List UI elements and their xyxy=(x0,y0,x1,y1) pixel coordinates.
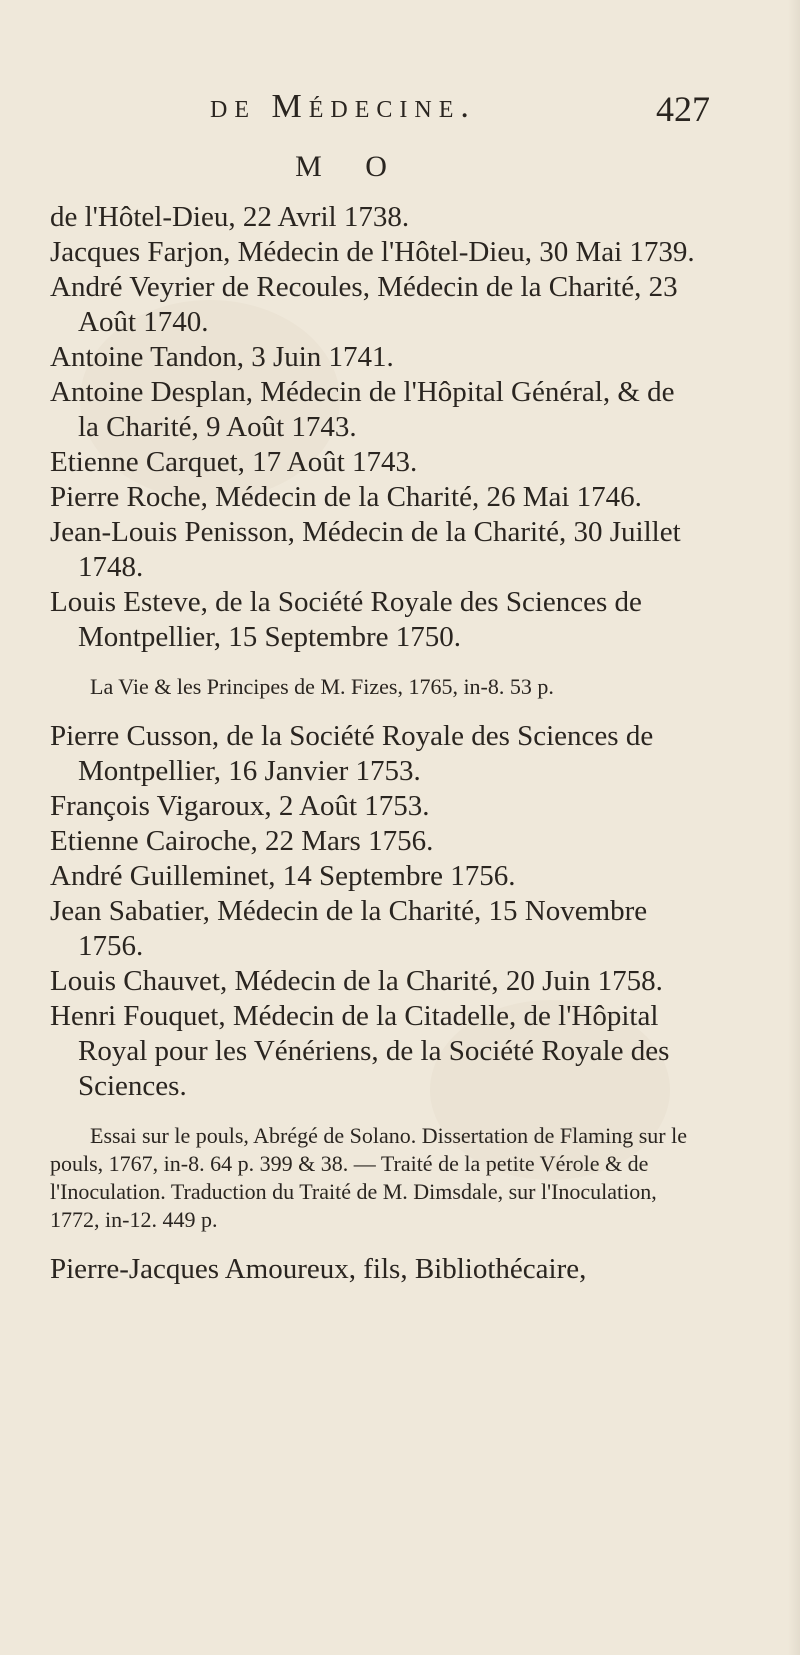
list-item: Etienne Carquet, 17 Août 1743. xyxy=(50,446,418,478)
list-item: André Veyrier de Recoules, Médecin de la Charité, 23 Août 1740. xyxy=(50,271,678,338)
list-item: Louis Chauvet, Médecin de la Charité, 20 Juin 1758. xyxy=(50,965,663,997)
bibliographic-note: La Vie & les Principes de M. Fizes, 1765, in-8. 53 p. xyxy=(90,674,554,699)
list-item: Pierre-Jacques Amoureux, fils, Bibliothécaire, xyxy=(50,1253,587,1285)
body-text xyxy=(50,200,700,1287)
section-letters: M O xyxy=(295,150,405,183)
list-item: Jean Sabatier, Médecin de la Charité, 15 Novembre 1756. xyxy=(50,895,648,962)
list-item: Antoine Desplan, Médecin de l'Hôpital Général, & de la Charité, 9 Août 1743. xyxy=(50,376,675,443)
list-item: Antoine Tandon, 3 Juin 1741. xyxy=(50,341,394,373)
list-item: Etienne Cairoche, 22 Mars 1756. xyxy=(50,825,434,857)
list-item: Pierre Cusson, de la Société Royale des Sciences de Montpellier, 16 Janvier 1753. xyxy=(50,720,654,787)
list-item: André Guilleminet, 14 Septembre 1756. xyxy=(50,860,516,892)
list-item: de l'Hôtel-Dieu, 22 Avril 1738. xyxy=(50,201,410,233)
list-item: François Vigaroux, 2 Août 1753. xyxy=(50,790,430,822)
list-item: Henri Fouquet, Médecin de la Citadelle, de l'Hôpital Royal pour les Vénériens, de la Société Royale des Sciences. xyxy=(50,1000,670,1102)
page-edge xyxy=(788,0,800,1655)
running-title: de Médecine. xyxy=(210,88,476,125)
list-item: Jean-Louis Penisson, Médecin de la Charité, 30 Juillet 1748. xyxy=(50,516,681,583)
bibliographic-note: Essai sur le pouls, Abrégé de Solano. Dissertation de Flaming sur le pouls, 1767, in-8. 64 p. 399 & 38. — Traité de la petite Vérole & de l'Inoculation. Traduction du Traité de M. Dimsdale, sur l'Inoculation, 1772, in-12. 449 p. xyxy=(50,1123,687,1232)
running-head xyxy=(210,88,710,138)
list-item: Pierre Roche, Médecin de la Charité, 26 Mai 1746. xyxy=(50,481,642,513)
page-number: 427 xyxy=(656,89,710,129)
list-item: Louis Esteve, de la Société Royale des Sciences de Montpellier, 15 Septembre 1750. xyxy=(50,586,642,653)
list-item: Jacques Farjon, Médecin de l'Hôtel-Dieu, 30 Mai 1739. xyxy=(50,236,695,268)
